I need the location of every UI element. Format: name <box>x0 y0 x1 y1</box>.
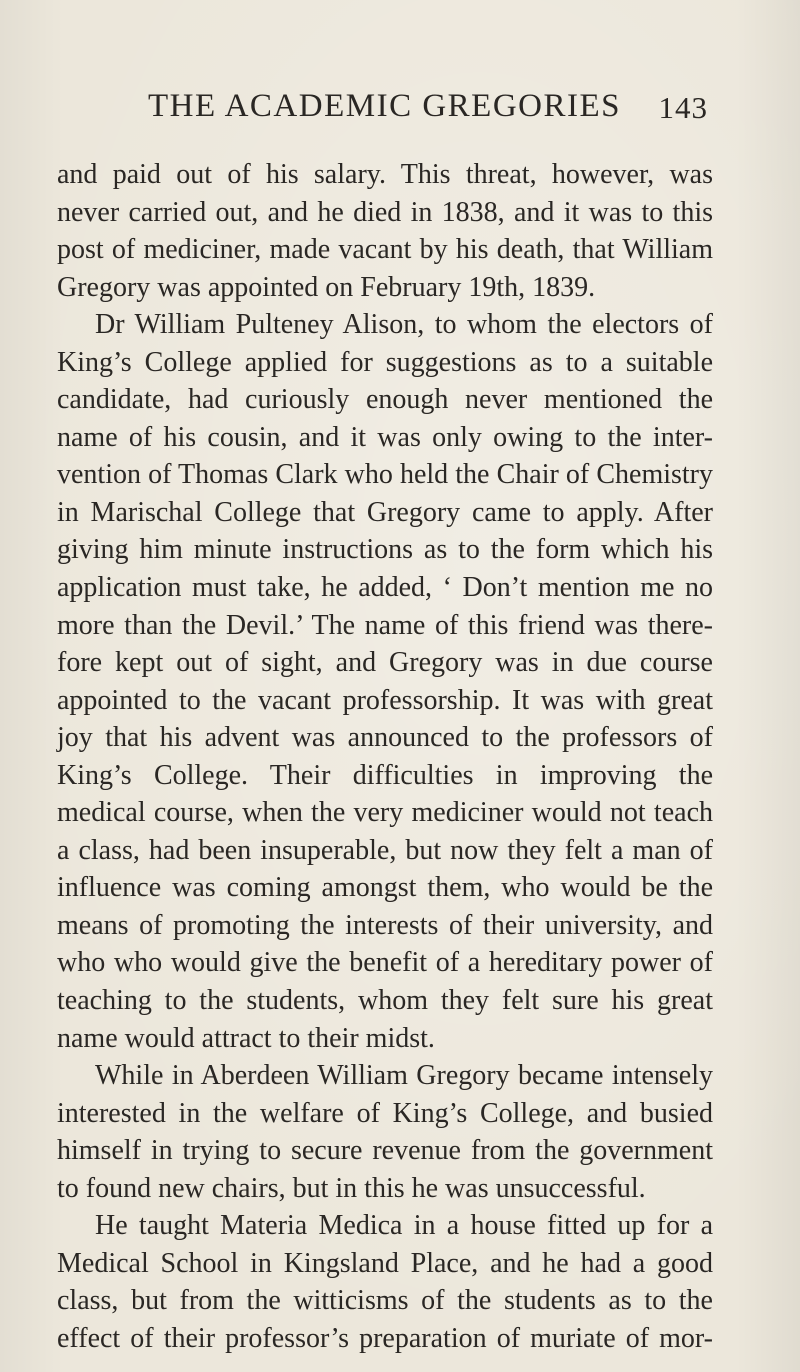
running-title: THE ACADEMIC GREGORIES <box>148 88 622 124</box>
running-head <box>148 88 708 128</box>
text-line: application must take, he added, ‘ Don’t mention me no <box>57 572 713 604</box>
text-line: to found new chairs, but in this he was unsuccessful. <box>57 1172 646 1204</box>
text-line: medical course, when the very mediciner would not teach <box>57 797 713 829</box>
text-line: post of mediciner, made vacant by his death, that William <box>57 234 713 266</box>
text-line: While in Aberdeen William Gregory became intensely <box>95 1060 713 1092</box>
text-line: joy that his advent was announced to the professors of <box>57 722 713 754</box>
text-line: name would attract to their midst. <box>57 1022 435 1054</box>
text-line: class, but from the witticisms of the students as to the <box>57 1285 713 1317</box>
text-line: Dr William Pulteney Alison, to whom the electors of <box>95 309 713 341</box>
text-line: who who would give the benefit of a hereditary power of <box>57 947 713 979</box>
text-line: candidate, had curiously enough never mentioned the <box>57 384 713 416</box>
text-line: King’s College. Their difficulties in improving the <box>57 759 713 791</box>
text-line: and paid out of his salary. This threat, however, was <box>57 159 713 190</box>
text-line: vention of Thomas Clark who held the Chair of Chemistry <box>57 459 713 491</box>
text-line: name of his cousin, and it was only owing to the inter- <box>57 421 713 453</box>
text-line: effect of their professor’s preparation of muriate of mor- <box>57 1322 713 1354</box>
text-line: interested in the welfare of King’s College, and busied <box>57 1097 713 1129</box>
text-line: He taught Materia Medica in a house fitted up for a <box>95 1210 713 1242</box>
text-line: himself in trying to secure revenue from the government <box>57 1135 713 1167</box>
text-line: appointed to the vacant professorship. It was with great <box>57 684 713 716</box>
page-number: 143 <box>658 90 708 125</box>
text-line: means of promoting the interests of their university, and <box>57 909 713 941</box>
text-line: Medical School in Kingsland Place, and he had a good <box>57 1247 713 1279</box>
text-line: a class, had been insuperable, but now they felt a man of <box>57 834 713 866</box>
text-line: fore kept out of sight, and Gregory was in due course <box>57 647 713 679</box>
body-text <box>57 156 713 1358</box>
text-line: in Marischal College that Gregory came to apply. After <box>57 496 713 528</box>
text-line: King’s College applied for suggestions as to a suitable <box>57 346 713 378</box>
text-line: never carried out, and he died in 1838, and it was to this <box>57 196 713 228</box>
text-line: teaching to the students, whom they felt sure his great <box>57 985 713 1017</box>
text-line: Gregory was appointed on February 19th, 1839. <box>57 271 596 303</box>
text-line: giving him minute instructions as to the form which his <box>57 534 713 566</box>
text-line: influence was coming amongst them, who would be the <box>57 872 713 904</box>
text-line: more than the Devil.’ The name of this friend was there- <box>57 609 713 641</box>
